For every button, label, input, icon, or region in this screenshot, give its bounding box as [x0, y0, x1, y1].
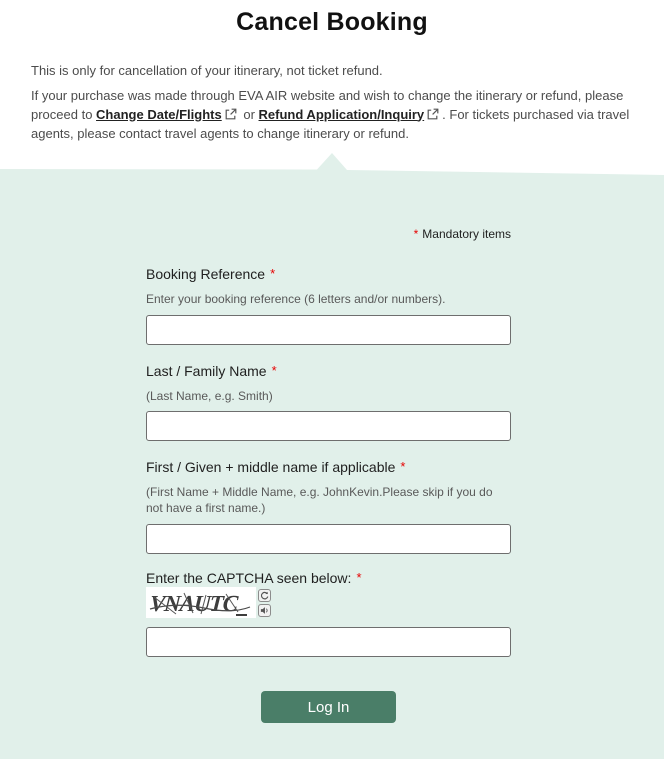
required-asterisk: * [356, 570, 362, 585]
first-name-label: First / Given + middle name if applicable * [146, 459, 406, 475]
external-link-icon [427, 107, 439, 126]
note-after: . For tickets purchased via travel agents, please contact travel agents to change itinerary or refund. [31, 106, 630, 141]
change-date-flights-link[interactable]: Change Date/Flights [96, 106, 222, 122]
last-name-label: Last / Family Name * [146, 363, 277, 379]
login-button[interactable]: Log In [261, 691, 396, 723]
refund-application-link[interactable]: Refund Application/Inquiry [258, 106, 425, 122]
intro-text: This is only for cancellation of your itinerary, not ticket refund. [31, 63, 383, 78]
booking-reference-input[interactable] [146, 315, 511, 345]
captcha-audio-button[interactable] [258, 604, 271, 617]
required-asterisk: * [270, 266, 276, 281]
svg-text:VNAUTC: VNAUTC [148, 590, 239, 616]
captcha-label: Enter the CAPTCHA seen below: * [146, 570, 362, 586]
booking-reference-label: Booking Reference * [146, 266, 276, 282]
required-asterisk: * [271, 363, 277, 378]
last-name-hint: (Last Name, e.g. Smith) [146, 389, 273, 403]
captcha-input[interactable] [146, 627, 511, 657]
last-name-input[interactable] [146, 411, 511, 441]
speaker-icon [260, 606, 269, 615]
note-text [31, 87, 631, 144]
refresh-icon [260, 591, 269, 600]
note-between: or [239, 106, 259, 122]
captcha-image [146, 587, 256, 618]
captcha-refresh-button[interactable] [258, 589, 271, 602]
first-name-hint: (First Name + Middle Name, e.g. JohnKevin.Please skip if you do not have a first name.) [146, 485, 493, 515]
mandatory-asterisk: * [413, 227, 419, 241]
external-link-icon [225, 107, 237, 126]
captcha-row [146, 587, 346, 619]
first-name-input[interactable] [146, 524, 511, 554]
page-title: Cancel Booking [236, 8, 428, 36]
mandatory-items-note: * Mandatory items [413, 227, 511, 241]
required-asterisk: * [400, 459, 406, 474]
booking-reference-hint: Enter your booking reference (6 letters and/or numbers). [146, 292, 446, 306]
note-before: If your purchase was made through EVA AIR website and wish to change the itinerary or refund, please proceed to [31, 88, 624, 122]
mint-section-notch [0, 150, 664, 176]
